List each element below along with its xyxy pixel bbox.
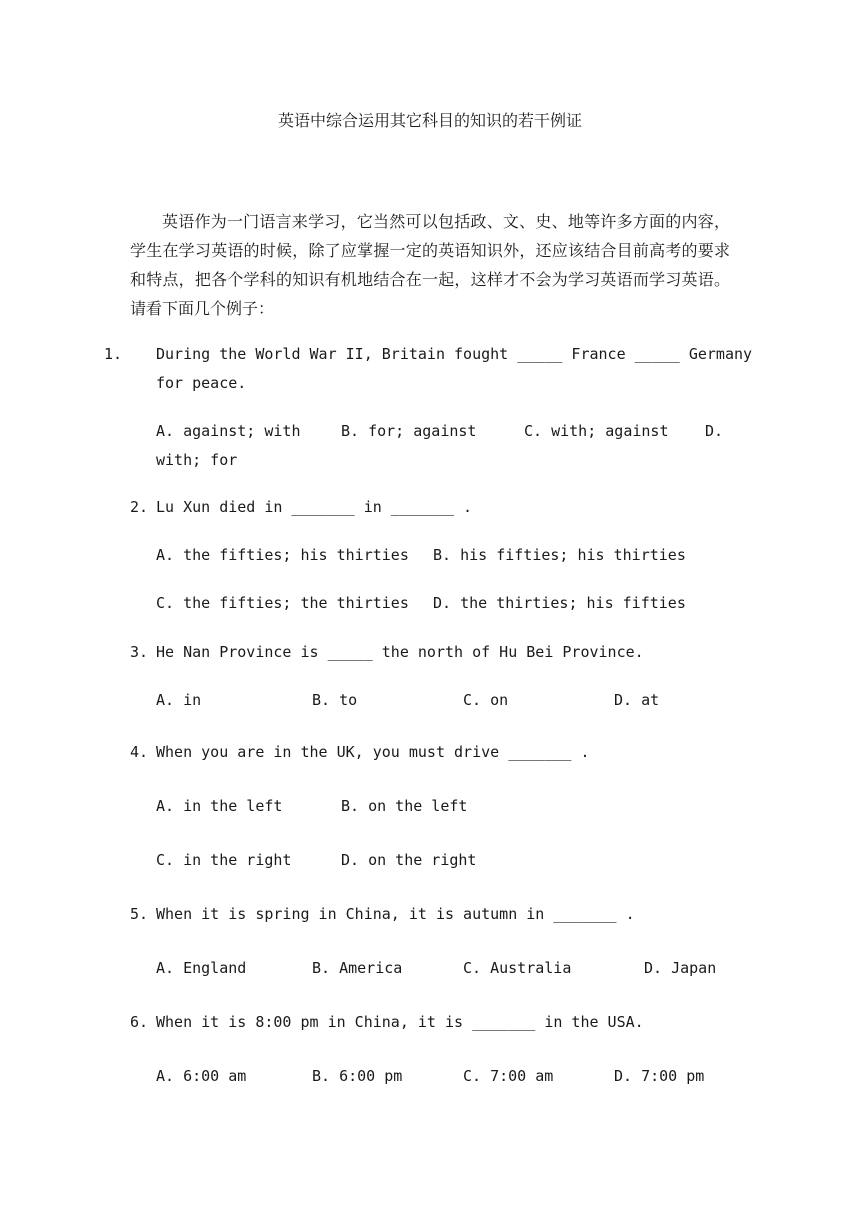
- question-stem: Lu Xun died in _______ in _______ .: [156, 498, 473, 516]
- option-a: A. England: [156, 959, 247, 977]
- question-number: 4.: [130, 743, 149, 761]
- intro-paragraph: 英语作为一门语言来学习，它当然可以包括政、文、史、地等许多方面的内容，学生在学习英语的时候，除了应掌握一定的英语知识外，还应该结合目前高考的要求和特点，把各个学科的知识有机地结合在一起，这样才不会为学习英语而学习英语。请看下面几个例子：: [130, 212, 730, 318]
- option-c: C. 7:00 am: [463, 1067, 554, 1085]
- options-2-row-1: [156, 541, 730, 570]
- question-6: [130, 1008, 730, 1037]
- question-number: 5.: [130, 905, 149, 923]
- question-1: [104, 340, 756, 398]
- option-d: D. Japan: [644, 959, 717, 977]
- option-d: D.: [705, 422, 724, 440]
- option-c: C. in the right: [156, 851, 292, 869]
- question-number: 3.: [130, 643, 149, 661]
- options-5: [156, 954, 730, 983]
- option-d: D. on the right: [341, 851, 477, 869]
- question-number: 2.: [130, 498, 149, 516]
- option-c: C. on: [463, 691, 509, 709]
- option-b: B. his fifties; his thirties: [433, 546, 686, 564]
- options-4-row-2: [156, 846, 730, 875]
- option-a: A. against; with: [156, 422, 301, 440]
- options-6: [156, 1062, 730, 1091]
- option-d-text: with; for: [156, 451, 238, 469]
- option-b: B. to: [312, 691, 358, 709]
- option-a: A. the fifties; his thirties: [156, 546, 409, 564]
- question-stem: He Nan Province is _____ the north of Hu Bei Province.: [156, 643, 644, 661]
- option-a: A. in the left: [156, 797, 283, 815]
- option-c: C. Australia: [463, 959, 572, 977]
- option-b: B. for; against: [341, 422, 477, 440]
- option-b: B. on the left: [341, 797, 468, 815]
- option-c: C. with; against: [524, 422, 669, 440]
- question-stem: When it is 8:00 pm in China, it is _______ in the USA.: [156, 1013, 644, 1031]
- option-d: D. at: [614, 691, 660, 709]
- question-stem: When you are in the UK, you must drive _______ .: [156, 743, 590, 761]
- option-d: D. 7:00 pm: [614, 1067, 705, 1085]
- question-stem: During the World War II, Britain fought _____ France _____ Germany for peace.: [156, 345, 753, 392]
- option-d: D. the thirties; his fifties: [433, 594, 686, 612]
- options-1: [156, 417, 730, 475]
- options-4-row-1: [156, 792, 730, 821]
- question-5: [130, 900, 730, 929]
- option-b: B. America: [312, 959, 403, 977]
- question-stem: When it is spring in China, it is autumn in _______ .: [156, 905, 635, 923]
- options-3: [156, 686, 730, 715]
- option-b: B. 6:00 pm: [312, 1067, 403, 1085]
- page-title: 英语中综合运用其它科目的知识的若干例证: [277, 111, 582, 130]
- question-number: 6.: [130, 1013, 149, 1031]
- option-a: A. in: [156, 691, 202, 709]
- question-2: [130, 493, 730, 522]
- question-number: 1.: [104, 345, 123, 363]
- question-3: [130, 638, 730, 667]
- option-a: A. 6:00 am: [156, 1067, 247, 1085]
- question-4: [130, 738, 730, 767]
- option-c: C. the fifties; the thirties: [156, 594, 409, 612]
- options-2-row-2: [156, 589, 730, 618]
